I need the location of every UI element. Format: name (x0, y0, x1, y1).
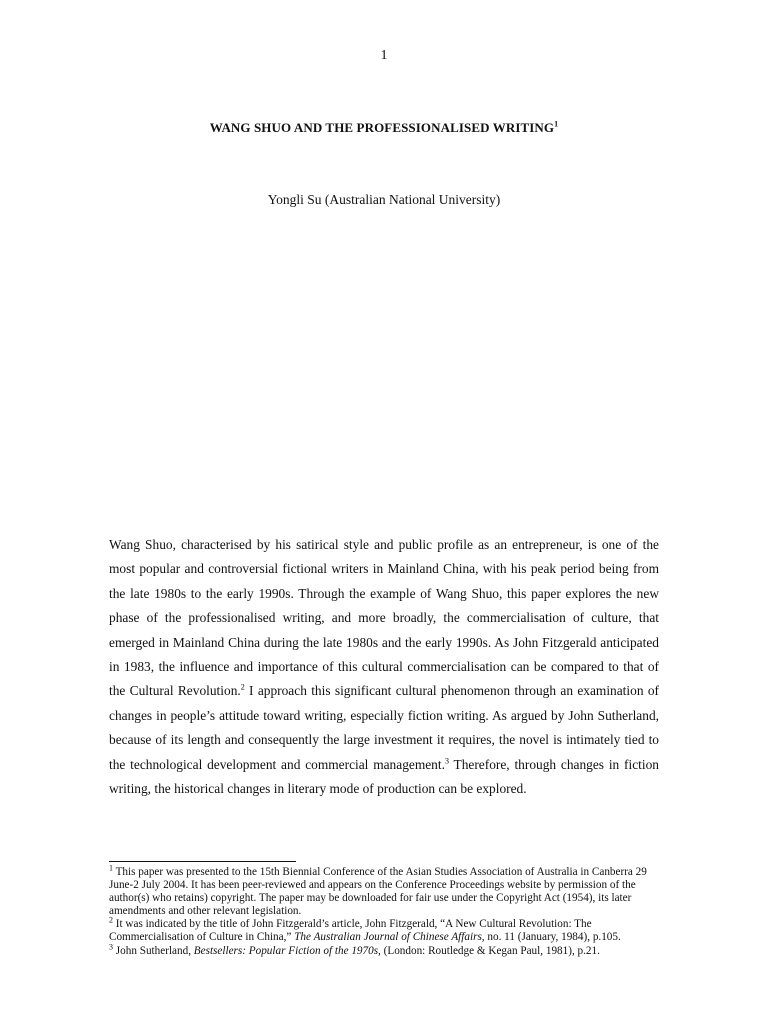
footnote-marker: 2 (240, 682, 245, 692)
footnote-marker: 2 (109, 915, 113, 925)
page-number: 1 (380, 48, 388, 63)
footnote-source-title: Bestsellers: Popular Fiction of the 1970s, (193, 944, 381, 957)
footnote-marker: 3 (109, 941, 113, 951)
footnote-text: It was indicated by the title of John Fitzgerald’s article, John Fitzgerald, “A New Cultural Revolution: The Commercialisation of Culture in China,” (109, 918, 592, 944)
footnote-marker: 1 (109, 863, 113, 873)
footnote-1 (109, 863, 659, 918)
footnote-marker: 1 (554, 119, 559, 129)
footnote-2 (109, 915, 659, 944)
footnote-divider (109, 861, 296, 862)
footnote-text: John Sutherland, (113, 944, 194, 957)
footnotes-section (109, 863, 659, 958)
footnote-text: no. 11 (January, 1984), p.105. (484, 931, 621, 944)
footnote-source-title: The Australian Journal of Chinese Affairs, (294, 931, 485, 944)
footnote-marker: 3 (444, 756, 449, 766)
paper-title-text: WANG SHUO AND THE PROFESSIONALISED WRITING (209, 120, 555, 135)
body-text-segment: I approach this significant cultural phenomenon through an examination of changes in people’s attitude toward writing, especially fiction writing. As argued by John Sutherland, because of its length and consequently the large investment it requires, the novel is intimately tied to the technological development and commercial management. (109, 683, 659, 772)
paper-title (0, 120, 768, 136)
body-text-segment: Wang Shuo, characterised by his satirical style and public profile as an entrepreneur, is one of the most popular and controversial fictional writers in Mainland China, with his peak period being from the late 1980s to the early 1990s. Through the example of Wang Shuo, this paper explores the new phase of the professionalised writing, and more broadly, the commercialisation of culture, that emerged in Mainland China during the late 1980s and the early 1990s. As John Fitzgerald anticipated in 1983, the influence and importance of this cultural commercialisation can be compared to that of the Cultural Revolution. (109, 537, 659, 699)
body-paragraph (109, 533, 659, 801)
body-text-segment: Therefore, through changes in fiction writing, the historical changes in literary mode of production can be explored. (109, 756, 659, 797)
author-affiliation: Yongli Su (Australian National University) (267, 192, 501, 207)
footnote-text: (London: Routledge & Kegan Paul, 1981), p.21. (380, 944, 600, 957)
footnote-text: This paper was presented to the 15th Biennial Conference of the Asian Studies Association of Australia in Canberra 29 June-2 July 2004. It has been peer-reviewed and appears on the Conference Proceedings website by permission of the author(s) who retains) copyright. The paper may be downloaded for fair use under the Copyright Act (1954), its later amendments and other relevant legislation. (109, 866, 647, 918)
footnote-3 (109, 941, 659, 958)
